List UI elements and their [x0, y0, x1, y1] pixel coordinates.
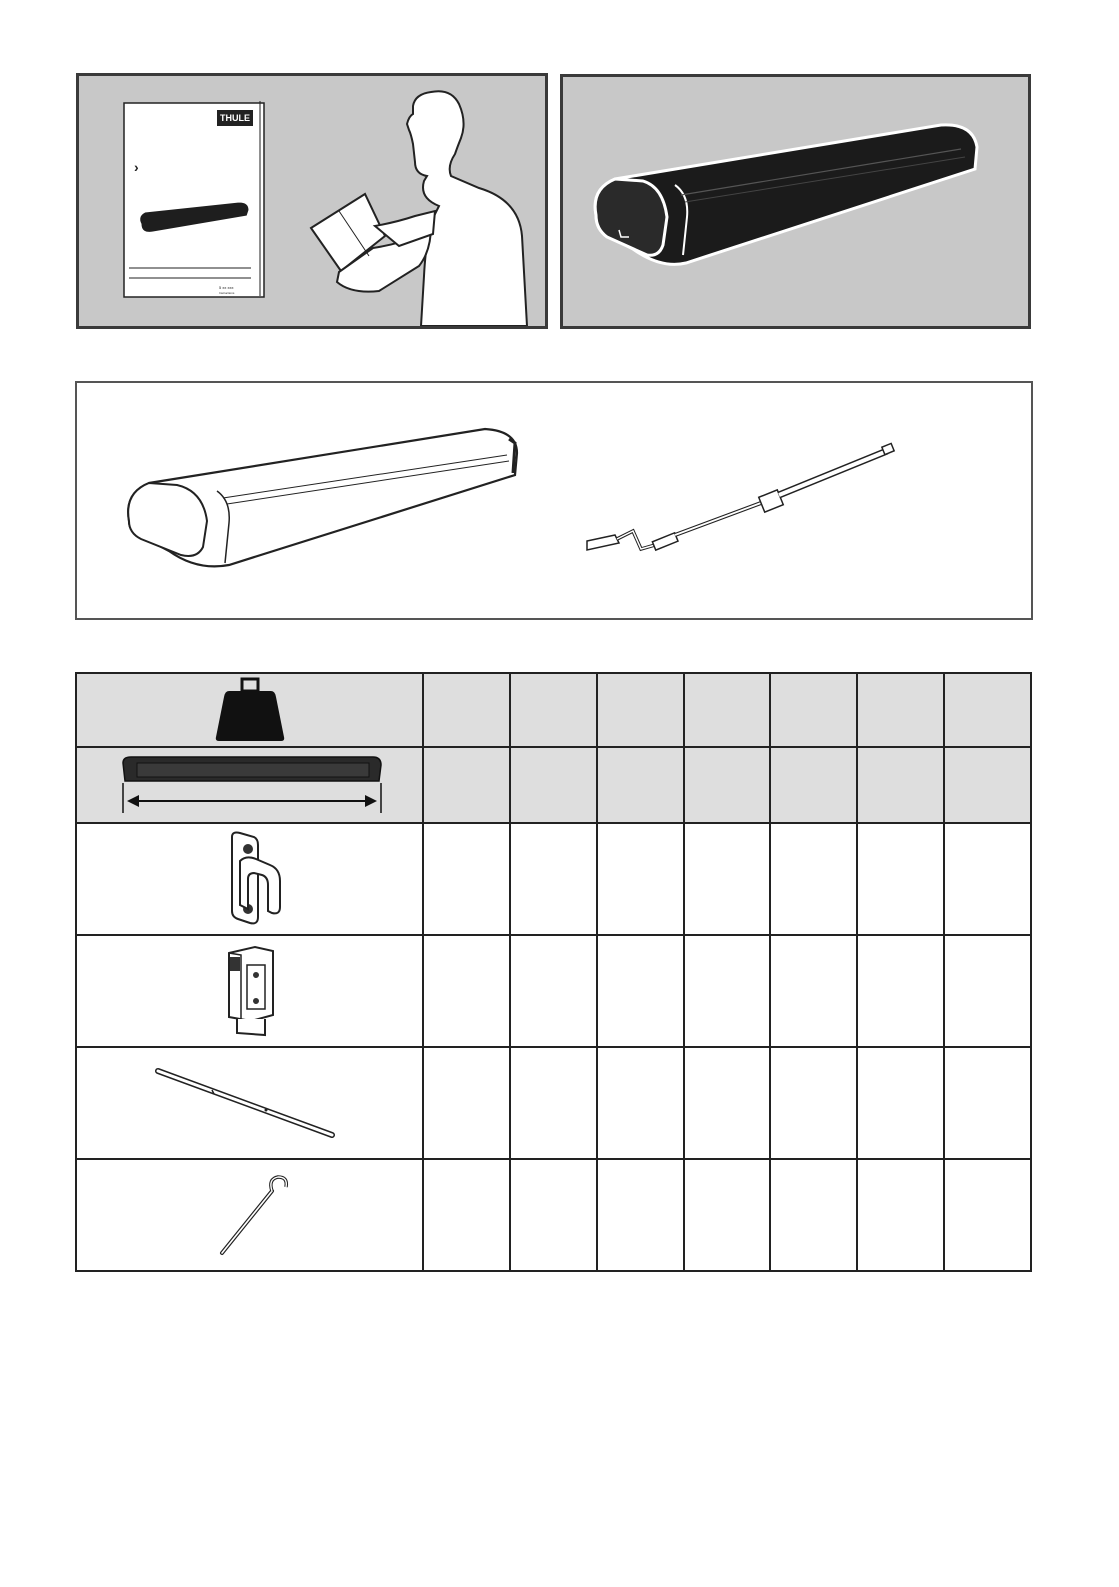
table-cell: [857, 747, 944, 823]
table-cell: [597, 747, 684, 823]
hook-cell: [76, 1159, 423, 1271]
table-cell: [423, 823, 510, 935]
table-cell: [597, 1047, 684, 1159]
table-cell: [684, 1159, 771, 1271]
table-row-length: [76, 747, 1031, 823]
cover-chevron: ›: [134, 159, 139, 175]
table-cell: [684, 823, 771, 935]
table-cell: [770, 1159, 857, 1271]
awning-case-outline-icon: [128, 429, 517, 566]
awning-length-icon: [115, 753, 385, 817]
table-cell: [770, 747, 857, 823]
read-instructions-panel: [76, 73, 548, 329]
table-cell: [944, 747, 1031, 823]
table-cell: [510, 1047, 597, 1159]
awning-case-icon: [563, 77, 1028, 326]
length-cell: [76, 747, 423, 823]
table-cell: [510, 673, 597, 747]
table-cell: [597, 935, 684, 1047]
table-cell: [684, 747, 771, 823]
crank-handle-icon: [587, 443, 894, 550]
table-cell: [684, 1047, 771, 1159]
table-cell: [857, 1159, 944, 1271]
manual-subtext: Instructions: [219, 291, 235, 295]
table-cell: [423, 747, 510, 823]
table-cell: [770, 823, 857, 935]
table-cell: [510, 747, 597, 823]
table-cell: [770, 673, 857, 747]
table-cell: [684, 673, 771, 747]
person-reading-icon: [79, 76, 545, 326]
table-cell: [597, 1159, 684, 1271]
table-cell: [423, 1047, 510, 1159]
table-row-weight: [76, 673, 1031, 747]
table-cell: [944, 823, 1031, 935]
awning-panel: [560, 74, 1031, 329]
table-cell: [857, 935, 944, 1047]
tension-rafter-icon: [150, 1063, 350, 1143]
table-row-bracket: [76, 823, 1031, 935]
table-cell: [944, 1047, 1031, 1159]
table-cell: [423, 673, 510, 747]
table-row-rafter: [76, 1047, 1031, 1159]
bracket-cell: [76, 823, 423, 935]
table-cell: [944, 935, 1031, 1047]
table-cell: [770, 1047, 857, 1159]
hook-icon: [200, 1167, 300, 1263]
table-cell: [944, 1159, 1031, 1271]
table-cell: [597, 673, 684, 747]
table-cell: [423, 935, 510, 1047]
table-cell: [510, 823, 597, 935]
table-cell: [423, 1159, 510, 1271]
table-cell: [857, 673, 944, 747]
table-cell: [510, 1159, 597, 1271]
rafter-cell: [76, 1047, 423, 1159]
table-cell: [684, 935, 771, 1047]
table-row-hook: [76, 1159, 1031, 1271]
manual-code: 5 xx xxx: [219, 285, 234, 290]
reading-person: [311, 91, 527, 326]
weight-icon: [205, 675, 295, 745]
adapter-cell: [76, 935, 423, 1047]
wall-bracket-icon: [210, 829, 290, 929]
package-contents-panel: [75, 381, 1033, 620]
table-cell: [857, 1047, 944, 1159]
table-cell: [857, 823, 944, 935]
manual-booklet: [124, 101, 264, 297]
table-cell: [770, 935, 857, 1047]
table-cell: [944, 673, 1031, 747]
parts-quantity-table: [75, 672, 1032, 1272]
weight-cell: [76, 673, 423, 747]
table-cell: [510, 935, 597, 1047]
adapter-icon: [215, 941, 285, 1041]
table-row-adapter: [76, 935, 1031, 1047]
thule-logo: THULE: [220, 113, 250, 123]
table-cell: [597, 823, 684, 935]
